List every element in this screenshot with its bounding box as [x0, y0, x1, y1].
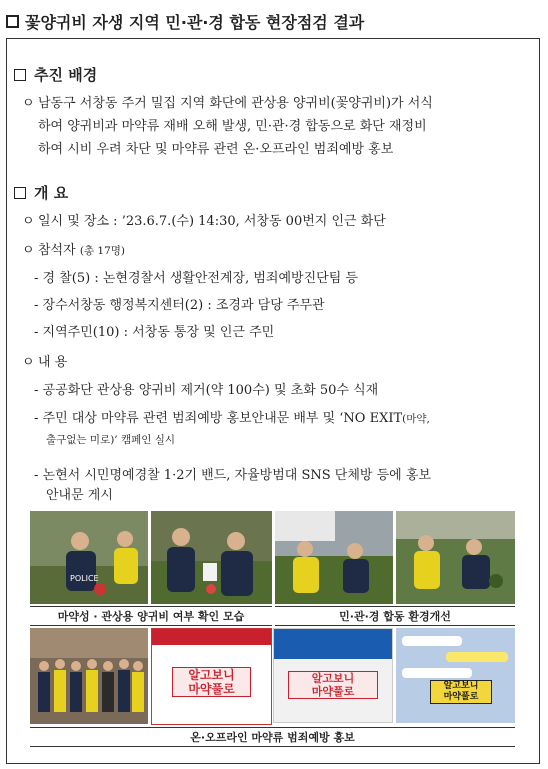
circle-bullet-icon: ㅇ: [22, 243, 35, 258]
content-item-continued: 안내문 게시: [46, 488, 113, 503]
caption-cleanup: 민·관·경 합동 환경개선: [275, 606, 515, 626]
attendees-count: (총 17명): [79, 245, 126, 257]
content-label: 내 용: [38, 355, 68, 370]
background-paragraph: [22, 92, 537, 161]
datetime-text: 일시 및 장소 : ’23.6.7.(수) 14:30, 서창동 00번지 인근 화단: [38, 214, 386, 229]
content-item: - 논현서 시민명예경찰 1·2기 밴드, 자율방범대 SNS 단체방 등에 홍보: [34, 468, 431, 483]
attendees-label: 참석자: [38, 243, 76, 258]
background-line: 하여 시비 우려 차단 및 마약류 관련 온·오프라인 범죄예방 홍보: [38, 142, 394, 157]
circle-bullet-icon: ㅇ: [22, 355, 35, 370]
attendee-item: - 장수서창동 행정복지센터(2) : 조경과 담당 주무관: [34, 298, 325, 313]
content-item-text: - 주민 대상 마약류 관련 범죄예방 홍보안내문 배부 및 ‘NO EXIT: [34, 411, 403, 426]
photo-police-inspecting-1: [30, 511, 148, 604]
photo-joint-cleanup-1: [275, 511, 393, 604]
poster-title: [172, 667, 251, 697]
photo-joint-cleanup-2: [396, 511, 515, 604]
title-text: 꽃양귀비 자생 지역 민·관·경 합동 현장점검 결과: [25, 12, 365, 32]
circle-bullet-icon: ㅇ: [22, 96, 35, 111]
caption-campaign: 온·오프라인 마약류 범죄예방 홍보: [30, 727, 515, 747]
section-square-icon: [14, 187, 26, 199]
content-item: [34, 409, 534, 429]
content-item: - 공공화단 관상용 양귀비 제거(약 100수) 및 초화 50수 식재: [34, 383, 379, 398]
content-bullet: [22, 353, 67, 373]
caption-inspection: 마약성 · 관상용 양귀비 여부 확인 모습: [30, 606, 272, 626]
section-heading-text: 추진 배경: [34, 66, 98, 84]
police-vest-label: POLICE: [70, 574, 99, 583]
poster-text-1: 알고보니: [443, 681, 479, 691]
section-square-icon: [14, 69, 26, 81]
screenshot-band-post: [273, 628, 393, 723]
checkbox-square-icon: [6, 15, 19, 28]
background-line: 남동구 서창동 주거 밀집 지역 화단에 관상용 양귀비(꽃양귀비)가 서식: [38, 96, 433, 111]
background-line: 하여 양귀비과 마약류 재배 오해 발생, 민·관·경 합동으로 화단 재정비: [38, 119, 427, 134]
poster-text-2: 마약풀로: [443, 692, 479, 702]
poster-text-2: 마약풀로: [188, 682, 235, 696]
photo-police-inspecting-2: [151, 511, 272, 604]
poster-text-1: 알고보니: [188, 668, 235, 682]
attendee-item: - 경 찰(5) : 논현경찰서 생활안전계장, 범죄예방진단팀 등: [34, 271, 358, 286]
attendees-bullet: [22, 241, 125, 261]
screenshot-sns-chat: [396, 628, 515, 723]
page-title: [6, 8, 542, 34]
section-heading-background: [14, 64, 97, 85]
datetime-bullet: [22, 212, 386, 232]
section-heading-overview: [14, 182, 68, 203]
chat-poster: [430, 680, 492, 704]
attendee-item: - 지역주민(10) : 서창동 통장 및 인근 주민: [34, 325, 275, 340]
content-item-small: (마약,: [402, 413, 430, 425]
section-heading-text: 개 요: [34, 184, 69, 202]
poster-title: [288, 671, 378, 699]
poster-leaflet-1: [151, 628, 272, 725]
poster-text-1: 알고보니: [311, 672, 355, 685]
circle-bullet-icon: ㅇ: [22, 214, 35, 229]
photo-group-campaign: [30, 628, 148, 724]
content-item-continued: 출구없는 미로)’ 캠페인 실시: [46, 434, 176, 446]
poster-text-2: 마약풀로: [311, 685, 355, 698]
